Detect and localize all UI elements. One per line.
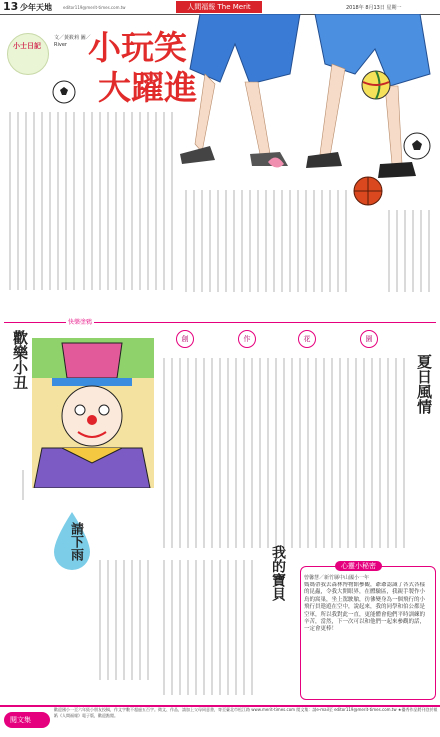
masthead: 人間福報 The Merit: [176, 1, 262, 13]
basketball-icon: [353, 176, 383, 206]
heart-secret-author: 曾馨慧／新竹縣中山國小一年: [304, 575, 370, 581]
volleyball-icon: [361, 70, 391, 100]
footer-text: 歡迎國小一至六年級小朋友投稿，作文字數不超過五百字。徵文、作品，請加上父母同意書，寄至臺北市松江路 www.merit-times.com 閱文集：請e-mail至 editor119@merit-times.com.tw ★優秀作品將刊登於報紙《人間福報》電子版，歡迎點閱。: [54, 707, 438, 718]
circle-flower: 花: [298, 330, 316, 348]
little-poet-badge: 小小詩人: [46, 520, 53, 544]
circle-work: 作: [238, 330, 256, 348]
issue-date: 2018年 8月13日 星期一: [346, 5, 402, 11]
circle-garden: 園: [360, 330, 378, 348]
happy-doodle-label: 快樂塗鴉: [68, 319, 93, 326]
summer-text: [160, 358, 410, 558]
summer-title: 夏日風情: [415, 354, 433, 414]
heart-secret-text: 媽媽帶我去森林博物館參觀，爺爺認識了各式各樣的昆蟲，令我大開眼界，在體驗區，我親手製作小鳥的窩巢，坐上駕駛艙，彷彿變身為一個飛行的小飛行員遨遊在空中，說起來，我的同學和伯公都是空軍，所以我對此一直，更能體會他們平時訓練的辛苦，當然，下一次可以和他們一起來參觀的話，一定會更棒！: [304, 582, 426, 633]
page-number: 13: [3, 0, 19, 13]
treasure-title: 我的寶貝: [270, 545, 286, 601]
circle-create: 創: [176, 330, 194, 348]
clown-title: 歡樂小丑: [11, 330, 29, 390]
rain-poem-text: [96, 560, 156, 690]
editor-email: editor119@merit-times.com.tw: [63, 5, 126, 10]
story-title-line2: 大躍進: [98, 68, 197, 107]
story1-text-right: [182, 120, 352, 292]
clown-drawing: [32, 338, 154, 488]
soccer-ball-icon-2: [403, 132, 431, 160]
section-title: 少年天地: [20, 3, 52, 12]
treasure-text: [160, 560, 260, 700]
rain-title: 請下雨: [68, 522, 83, 561]
story1-text-far-right: [385, 210, 435, 292]
diary-badge: [7, 33, 49, 75]
story1-text-left: [6, 112, 78, 290]
soccer-ball-icon: [52, 80, 76, 104]
heart-secret-title: 心靈小秘密: [335, 561, 382, 571]
epaper-label: 閱文集: [10, 716, 31, 724]
clown-author: [18, 470, 28, 504]
story-title-line1: 小玩笑: [88, 28, 187, 67]
story1-text-mid: [80, 112, 180, 290]
diary-badge-label: 小士日記: [13, 42, 41, 50]
story-byline: 文／黃筱莉 圖／River: [54, 35, 91, 48]
